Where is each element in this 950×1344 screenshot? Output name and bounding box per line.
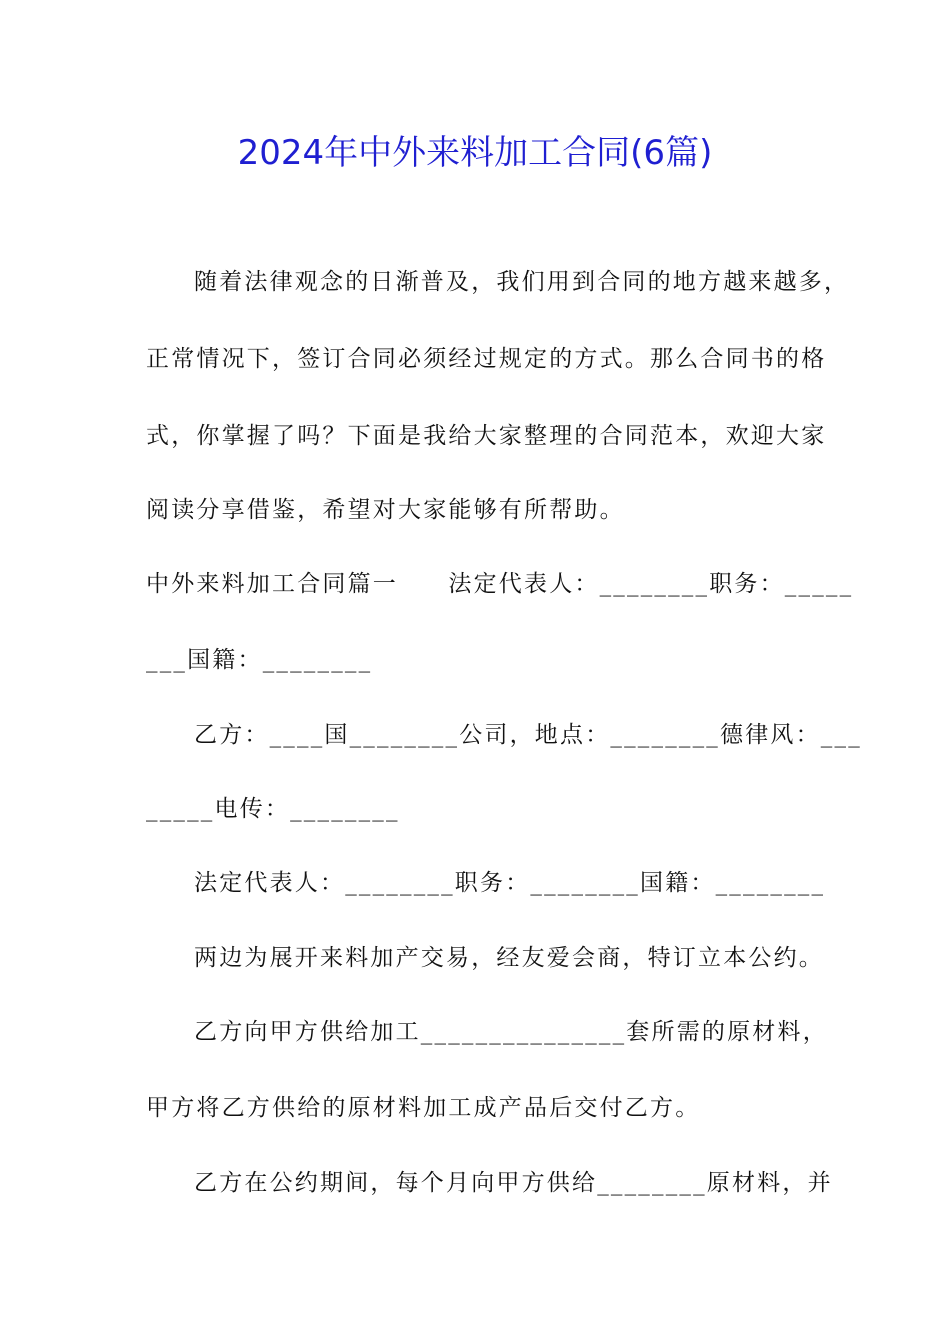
paragraph-line: _____电传：________ (146, 796, 400, 822)
paragraph-line: 乙方：____国________公司，地点：________德律风：___ (194, 722, 862, 748)
paragraph-line: 中外来料加工合同篇一 法定代表人：________职务：_____ (146, 571, 854, 597)
paragraph-line: 甲方将乙方供给的原材料加工成产品后交付乙方。 (146, 1095, 701, 1121)
paragraph-line: 乙方在公约期间，每个月向甲方供给________原材料，并 (194, 1170, 833, 1196)
paragraph-line: 式，你掌握了吗？下面是我给大家整理的合同范本，欢迎大家 (146, 423, 827, 449)
paragraph-line: ___国籍：________ (146, 647, 373, 673)
document-title: 2024年中外来料加工合同(6篇) (237, 133, 713, 173)
paragraph-line: 乙方向甲方供给加工_______________套所需的原材料， (194, 1019, 828, 1045)
paragraph-line: 阅读分享借鉴，希望对大家能够有所帮助。 (146, 497, 625, 523)
paragraph-line: 法定代表人：________职务：________国籍：________ (194, 870, 826, 896)
paragraph-line: 两边为展开来料加产交易，经友爱会商，特订立本公约。 (194, 945, 824, 971)
paragraph-line: 随着法律观念的日渐普及，我们用到合同的地方越来越多， (194, 269, 850, 295)
paragraph-line: 正常情况下，签订合同必须经过规定的方式。那么合同书的格 (146, 346, 827, 372)
